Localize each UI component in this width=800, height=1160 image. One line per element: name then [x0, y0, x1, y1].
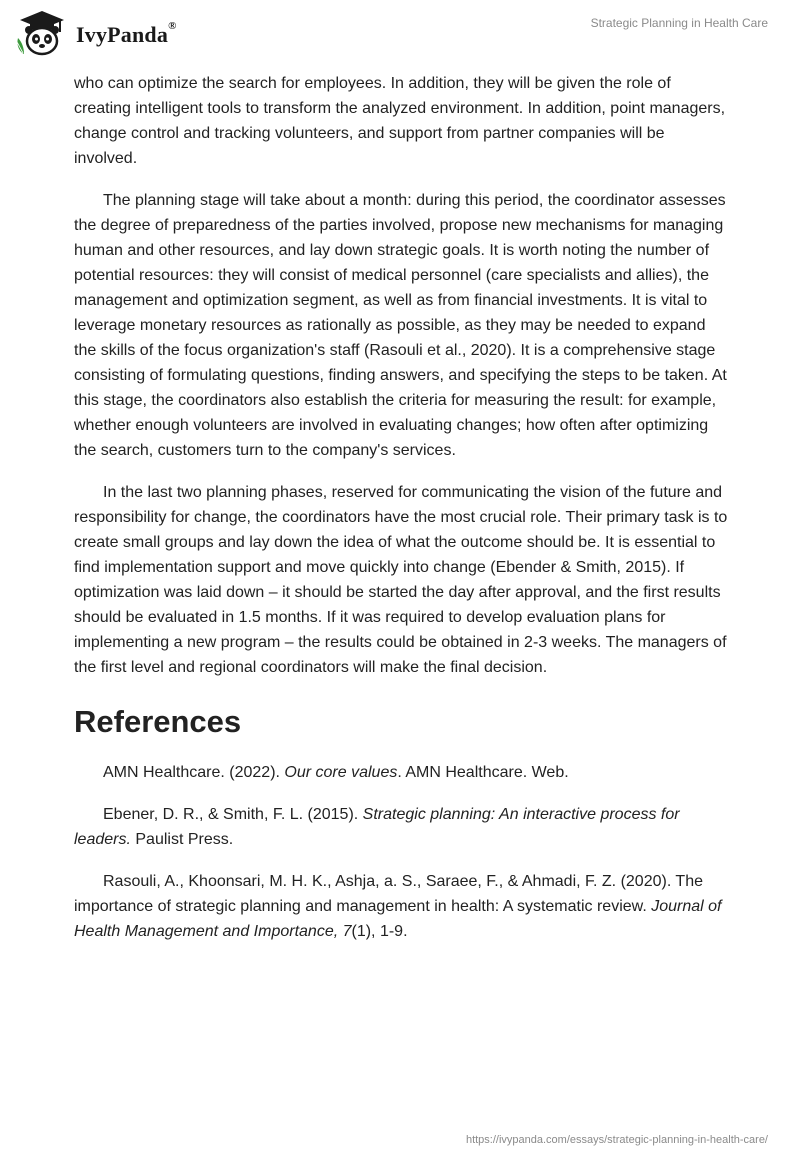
brand-name-text: IvyPanda — [76, 22, 169, 47]
reference-citation: AMN Healthcare. (2022). — [103, 764, 285, 781]
registered-mark: ® — [168, 20, 177, 32]
reference-citation: Ebener, D. R., & Smith, F. L. (2015). — [103, 806, 363, 823]
reference-publisher: (1), 1-9. — [351, 923, 408, 940]
reference-publisher: . AMN Healthcare. Web. — [397, 764, 569, 781]
body-paragraph: In the last two planning phases, reserved for communicating the vision of the future and responsibility for change, the coordinators have the most crucial role. Their primary task is to create small groups and lay down the idea of what the outcome should be. It is essential to find implementation support and move quickly into change (Ebender & Smith, 2015). If optimization was laid down – it should be started the day after approval, and the first results should be evaluated in 1.5 months. If it was required to develop evaluation plans for implementing a new program – the results could be obtained in 2-3 weeks. The managers of the first level and regional coordinators will make the final decision. — [74, 484, 728, 676]
reference-item — [74, 869, 728, 944]
document-title: Strategic Planning in Health Care — [590, 16, 768, 30]
brand-name — [76, 22, 177, 48]
reference-title: Strategic planning: An interactive process for leaders. — [74, 806, 680, 848]
panda-graduate-icon — [14, 8, 66, 58]
references-heading: References — [74, 704, 242, 739]
reference-title: Our core values — [284, 764, 398, 781]
ivypanda-logo[interactable] — [14, 8, 177, 58]
source-url-link[interactable]: https://ivypanda.com/essays/strategic-planning-in-health-care/ — [465, 1134, 768, 1146]
essay-content — [74, 71, 728, 944]
body-paragraph: The planning stage will take about a month: during this period, the coordinator assesses the degree of preparedness of the parties involved, propose new mechanisms for managing human and other resources, and lay down strategic goals. It is worth noting the number of potential resources: they will consist of medical personnel (care specialists and allies), the management and optimization segment, as well as from financial investments. It is vital to leverage monetary resources as rationally as possible, as they may be needed to expand the skills of the focus organization's staff (Rasouli et al., 2020). It is a comprehensive stage consisting of formulating questions, finding answers, and specifying the steps to be taken. At this stage, the coordinators also establish the criteria for measuring the result: for example, whether enough volunteers are involved in evaluating changes; how often after optimizing the search, customers turn to the company's services. — [74, 192, 727, 459]
body-paragraph: who can optimize the search for employees. In addition, they will be given the role of creating intelligent tools to transform the analyzed environment. In addition, point managers, change control and tracking volunteers, and support from partner companies will be involved. — [74, 75, 726, 167]
reference-title: Journal of Health Management and Importance, 7 — [74, 898, 722, 940]
page-header — [0, 0, 800, 70]
reference-item — [74, 760, 728, 785]
reference-item — [74, 802, 728, 852]
reference-citation: Rasouli, A., Khoonsari, M. H. K., Ashja, a. S., Saraee, F., & Ahmadi, F. Z. (2020). The importance of strategic planning and management in health: A systematic review. — [74, 873, 703, 915]
reference-publisher: Paulist Press. — [130, 831, 234, 848]
